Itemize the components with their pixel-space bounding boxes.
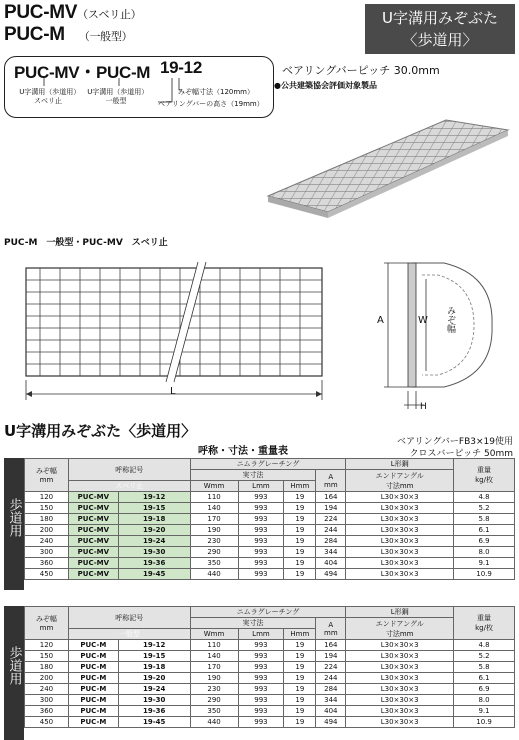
cell-h: 19 [284, 503, 316, 514]
cell-size: 19-12 [118, 640, 190, 651]
title2-text: PUC-M [4, 24, 65, 45]
cell-code: PUC-MV [68, 547, 118, 558]
th2-a [316, 618, 346, 640]
cell-code: PUC-MV [68, 514, 118, 525]
cell-size: 19-18 [118, 662, 190, 673]
note-height: ベアリングバーの高さ（19mm） [158, 100, 264, 108]
cell-mizo: 120 [25, 640, 69, 651]
cell-h: 19 [284, 525, 316, 536]
cell-mizo: 240 [25, 536, 69, 547]
cell-a: 494 [316, 569, 346, 580]
cell-a: 194 [316, 651, 346, 662]
cell-a: 224 [316, 514, 346, 525]
note-width: みぞ幅寸法（120mm） [178, 88, 254, 96]
cell-w: 170 [190, 662, 238, 673]
dim-w: W [418, 315, 428, 326]
cell-size: 19-30 [118, 695, 190, 706]
cell-angle: L30×30×3 [346, 569, 454, 580]
cell-l: 993 [238, 640, 284, 651]
code-leader-lines [4, 56, 274, 118]
cell-angle: L30×30×3 [346, 503, 454, 514]
cell-h: 19 [284, 547, 316, 558]
cell-l: 993 [238, 662, 284, 673]
cell-weight: 5.2 [454, 651, 515, 662]
tag-suberidome: スベリ止 [68, 481, 190, 492]
cell-w: 110 [190, 640, 238, 651]
cell-mizo: 450 [25, 569, 69, 580]
cell-w: 440 [190, 569, 238, 580]
cell-mizo: 360 [25, 706, 69, 717]
cell-code: PUC-M [68, 684, 118, 695]
th2-end-angle-unit: 寸法mm [385, 629, 414, 638]
cell-angle: L30×30×3 [346, 640, 454, 651]
cell-code: PUC-M [68, 640, 118, 651]
cell-size: 19-45 [118, 569, 190, 580]
cell-code: PUC-M [68, 673, 118, 684]
th2-end-angle-text: エンドアングル [375, 619, 424, 628]
cell-a: 494 [316, 717, 346, 728]
cell-mizo: 450 [25, 717, 69, 728]
cell-l: 993 [238, 717, 284, 728]
title1-text: PUC-MV [4, 2, 78, 23]
section-note1: ベアリングバーFB3×19使用 [397, 437, 513, 447]
cell-l: 993 [238, 547, 284, 558]
cell-weight: 6.1 [454, 525, 515, 536]
cell-w: 190 [190, 525, 238, 536]
cell-h: 19 [284, 514, 316, 525]
cell-w: 110 [190, 492, 238, 503]
th-a-text: A [328, 472, 334, 481]
cell-l: 993 [238, 673, 284, 684]
table-row [25, 717, 515, 728]
dim-h: H [420, 402, 427, 412]
cell-l: 993 [238, 503, 284, 514]
table-row [25, 651, 515, 662]
cell-mizo: 200 [25, 525, 69, 536]
table1-side-text: 歩道用 [6, 498, 22, 537]
note-m: U字溝用（歩道用）一般型 [87, 88, 145, 105]
th-jissun: 実寸法 [190, 470, 316, 481]
table-row [25, 662, 515, 673]
product-photo [258, 100, 516, 220]
cell-a: 164 [316, 640, 346, 651]
cell-h: 19 [284, 536, 316, 547]
th-mizo-text: みぞ幅 [35, 467, 57, 475]
cell-code: PUC-MV [68, 558, 118, 569]
cell-w: 170 [190, 514, 238, 525]
cell-h: 19 [284, 706, 316, 717]
th2-weight [454, 607, 515, 640]
th-mizo [25, 459, 69, 492]
cell-size: 19-36 [118, 558, 190, 569]
cell-angle: L30×30×3 [346, 717, 454, 728]
cell-h: 19 [284, 640, 316, 651]
th2-mizo-unit: mm [39, 624, 54, 632]
table-row [25, 547, 515, 558]
section-subtitle: 呼称・寸法・重量表 [198, 446, 288, 457]
th2-angle: L形鋼 [346, 607, 454, 618]
cell-weight: 8.0 [454, 547, 515, 558]
th2-w: Wmm [190, 629, 238, 640]
size-text: 19-12 [160, 58, 202, 77]
spec-table-m [24, 606, 515, 728]
cell-l: 993 [238, 525, 284, 536]
cell-l: 993 [238, 684, 284, 695]
cell-l: 993 [238, 651, 284, 662]
cell-weight: 10.9 [454, 569, 515, 580]
th2-weight-unit: kg/枚 [475, 624, 493, 632]
cell-angle: L30×30×3 [346, 673, 454, 684]
section-title: U字溝用みぞぶた〈歩道用〉 [4, 422, 197, 440]
cell-h: 19 [284, 492, 316, 503]
cell-angle: L30×30×3 [346, 547, 454, 558]
cell-l: 993 [238, 536, 284, 547]
th-end-angle [346, 470, 454, 492]
title-puc-mv [4, 2, 141, 24]
table-row [25, 569, 515, 580]
cell-l: 993 [238, 514, 284, 525]
cell-h: 19 [284, 684, 316, 695]
table-row [25, 684, 515, 695]
th-h: Hmm [284, 481, 316, 492]
th-weight-text: 重量 [477, 466, 492, 474]
th2-end-angle [346, 618, 454, 640]
note-mv: U字溝用（歩道用）スベリ止 [19, 88, 77, 105]
cell-angle: L30×30×3 [346, 695, 454, 706]
cell-weight: 5.2 [454, 503, 515, 514]
th-a [316, 470, 346, 492]
cell-w: 290 [190, 547, 238, 558]
cell-a: 404 [316, 558, 346, 569]
th-mizo-unit: mm [39, 476, 54, 484]
cell-h: 19 [284, 673, 316, 684]
dim-a: A [377, 315, 384, 326]
cell-code: PUC-M [68, 695, 118, 706]
th2-jissun: 実寸法 [190, 618, 316, 629]
th2-a-unit: mm [324, 628, 338, 637]
cell-mizo: 150 [25, 503, 69, 514]
table-row [25, 503, 515, 514]
title-puc-m [4, 24, 132, 46]
th-angle: L形鋼 [346, 459, 454, 470]
table1-side-label [4, 458, 24, 590]
cell-size: 19-20 [118, 673, 190, 684]
bearing-bar-pitch: ベアリングバーピッチ 30.0mm [282, 64, 440, 77]
cell-w: 190 [190, 673, 238, 684]
th-weight [454, 459, 515, 492]
table-row [25, 514, 515, 525]
cell-code: PUC-MV [68, 525, 118, 536]
th2-mizo-text: みぞ幅 [35, 615, 57, 623]
table-row [25, 536, 515, 547]
cell-angle: L30×30×3 [346, 651, 454, 662]
cell-h: 19 [284, 662, 316, 673]
cell-mizo: 180 [25, 662, 69, 673]
cell-l: 993 [238, 706, 284, 717]
banner-line2: 〈歩道用〉 [402, 31, 478, 49]
title2-sub: （一般型） [78, 31, 133, 43]
side-view-drawing [374, 255, 514, 415]
table-row [25, 492, 515, 503]
cell-code: PUC-M [68, 662, 118, 673]
cell-a: 224 [316, 662, 346, 673]
table2-side-text: 歩道用 [6, 646, 22, 685]
cell-h: 19 [284, 695, 316, 706]
table-row [25, 673, 515, 684]
th2-mizo [25, 607, 69, 640]
cell-w: 290 [190, 695, 238, 706]
cell-angle: L30×30×3 [346, 558, 454, 569]
cell-angle: L30×30×3 [346, 536, 454, 547]
cell-a: 344 [316, 695, 346, 706]
cell-angle: L30×30×3 [346, 706, 454, 717]
cell-mizo: 300 [25, 695, 69, 706]
cell-weight: 4.8 [454, 640, 515, 651]
cell-l: 993 [238, 695, 284, 706]
cell-a: 344 [316, 547, 346, 558]
cell-l: 993 [238, 569, 284, 580]
code-text: PUC-MV・PUC-M [14, 63, 151, 82]
cell-size: 19-12 [118, 492, 190, 503]
cell-code: PUC-MV [68, 536, 118, 547]
cell-mizo: 150 [25, 651, 69, 662]
cell-mizo: 120 [25, 492, 69, 503]
cell-code: PUC-M [68, 651, 118, 662]
cell-w: 230 [190, 684, 238, 695]
title1-sub: （スベリ止） [77, 9, 142, 21]
cell-mizo: 240 [25, 684, 69, 695]
cell-a: 164 [316, 492, 346, 503]
cell-l: 993 [238, 558, 284, 569]
cell-mizo: 200 [25, 673, 69, 684]
cell-size: 19-36 [118, 706, 190, 717]
cell-a: 244 [316, 673, 346, 684]
cell-a: 404 [316, 706, 346, 717]
cell-code: PUC-MV [68, 503, 118, 514]
cell-size: 19-15 [118, 503, 190, 514]
cell-h: 19 [284, 558, 316, 569]
dim-mizo: みぞ幅 [445, 306, 455, 333]
cell-weight: 9.1 [454, 558, 515, 569]
table-row [25, 706, 515, 717]
cell-code: PUC-M [68, 717, 118, 728]
cell-a: 194 [316, 503, 346, 514]
cell-a: 284 [316, 536, 346, 547]
table2-side-label [4, 606, 24, 740]
th2-h: Hmm [284, 629, 316, 640]
th-end-angle-text: エンドアングル [375, 471, 424, 480]
cell-angle: L30×30×3 [346, 514, 454, 525]
cell-size: 19-45 [118, 717, 190, 728]
table-row [25, 558, 515, 569]
cell-w: 230 [190, 536, 238, 547]
th-grating: ニムラグレーチング [190, 459, 346, 470]
cell-size: 19-20 [118, 525, 190, 536]
th2-l: Lmm [238, 629, 284, 640]
cell-w: 140 [190, 651, 238, 662]
cell-mizo: 300 [25, 547, 69, 558]
drawing-label: PUC-M 一般型・PUC-MV スベリ止 [4, 238, 168, 248]
cell-code: PUC-MV [68, 569, 118, 580]
cell-h: 19 [284, 569, 316, 580]
cell-size: 19-15 [118, 651, 190, 662]
dim-l: L [170, 386, 176, 397]
tag-ippangata: 一般型 [68, 629, 190, 640]
cell-mizo: 360 [25, 558, 69, 569]
cell-size: 19-24 [118, 684, 190, 695]
cell-angle: L30×30×3 [346, 662, 454, 673]
spec-table-mv [24, 458, 515, 580]
cell-w: 140 [190, 503, 238, 514]
th-code: 呼称記号 [68, 459, 190, 481]
cell-angle: L30×30×3 [346, 684, 454, 695]
approval-note: ●公共建築協会評価対象製品 [274, 81, 377, 90]
cell-a: 284 [316, 684, 346, 695]
th-l: Lmm [238, 481, 284, 492]
cell-code: PUC-M [68, 706, 118, 717]
cell-angle: L30×30×3 [346, 492, 454, 503]
banner-line1: U字溝用みぞぶた [382, 9, 498, 27]
table-row [25, 640, 515, 651]
cell-weight: 6.9 [454, 684, 515, 695]
cell-weight: 6.1 [454, 673, 515, 684]
cell-h: 19 [284, 717, 316, 728]
cell-l: 993 [238, 492, 284, 503]
cell-size: 19-24 [118, 536, 190, 547]
cell-mizo: 180 [25, 514, 69, 525]
cell-size: 19-30 [118, 547, 190, 558]
th2-weight-text: 重量 [477, 614, 492, 622]
cell-w: 350 [190, 706, 238, 717]
cell-code: PUC-MV [68, 492, 118, 503]
cell-a: 244 [316, 525, 346, 536]
cell-h: 19 [284, 651, 316, 662]
cell-weight: 5.8 [454, 662, 515, 673]
cell-w: 350 [190, 558, 238, 569]
cell-weight: 6.9 [454, 536, 515, 547]
cell-size: 19-18 [118, 514, 190, 525]
cell-weight: 8.0 [454, 695, 515, 706]
th-w: Wmm [190, 481, 238, 492]
cell-weight: 10.9 [454, 717, 515, 728]
cell-weight: 5.8 [454, 514, 515, 525]
cell-weight: 9.1 [454, 706, 515, 717]
cell-angle: L30×30×3 [346, 525, 454, 536]
th-end-angle-unit: 寸法mm [385, 481, 414, 490]
th2-a-text: A [328, 620, 334, 629]
table-row [25, 525, 515, 536]
th2-grating: ニムラグレーチング [190, 607, 346, 618]
th-weight-unit: kg/枚 [475, 476, 493, 484]
cell-w: 440 [190, 717, 238, 728]
table-row [25, 695, 515, 706]
th2-code: 呼称記号 [68, 607, 190, 629]
cell-weight: 4.8 [454, 492, 515, 503]
th-a-unit: mm [324, 480, 338, 489]
section-note2: クロスバーピッチ 50mm [409, 449, 513, 459]
product-banner [365, 4, 515, 54]
